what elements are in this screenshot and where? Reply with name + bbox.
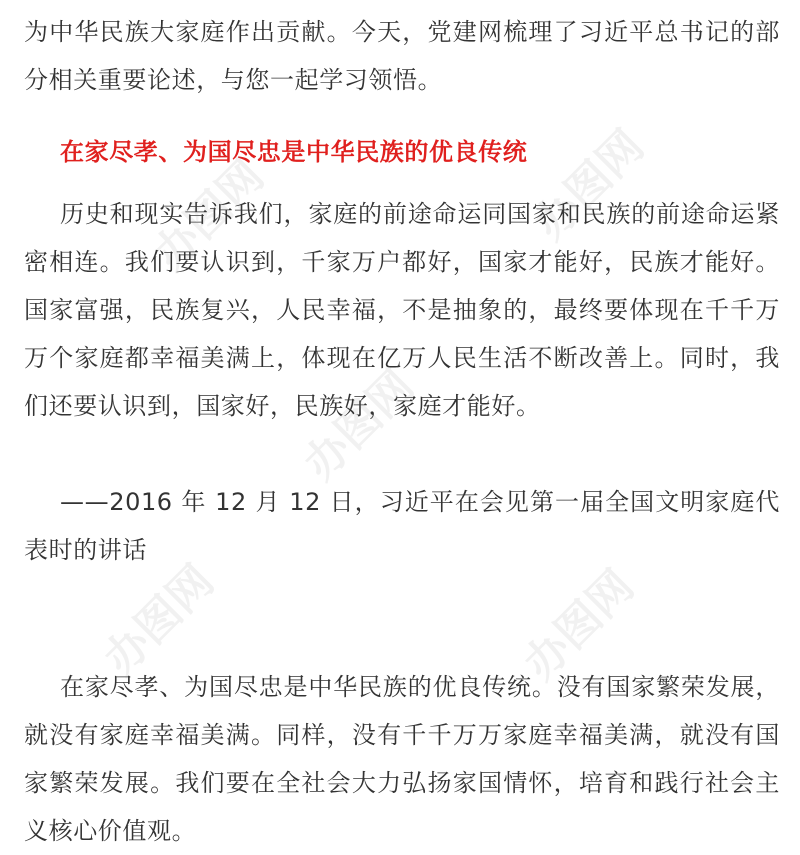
body-paragraph: 在家尽孝、为国尽忠是中华民族的优良传统。没有国家繁荣发展，就没有家庭幸福美满。同样，没有千千万万家庭幸福美满，就没有国家繁荣发展。我们要在全社会大力弘扬家国情怀，培育和践行社会主义核心价值观。: [24, 673, 780, 845]
source-attribution: ——2016 年 12 月 12 日，习近平在会见第一届全国文明家庭代表时的讲话: [24, 488, 780, 564]
watermark-text: 办图网: [144, 150, 274, 280]
quote-paragraph: 历史和现实告诉我们，家庭的前途命运同国家和民族的前途命运紧密相连。我们要认识到，千家万户都好，国家才能好，民族才能好。国家富强，民族复兴，人民幸福，不是抽象的，最终要体现在千千万万个家庭都幸福美满上，体现在亿万人民生活不断改善上。同时，我们还要认识到，国家好，民族好，家庭才能好。: [24, 200, 780, 420]
watermark-text: 办图网: [94, 555, 224, 685]
section-heading: 在家尽孝、为国尽忠是中华民族的优良传统: [60, 138, 528, 166]
watermark-text: 办图网: [294, 360, 424, 490]
watermark-text: 办图网: [524, 120, 654, 250]
intro-paragraph: 为中华民族大家庭作出贡献。今天，党建网梳理了习近平总书记的部分相关重要论述，与您一起学习领悟。: [24, 18, 780, 94]
watermark-text: 办图网: [514, 560, 644, 690]
